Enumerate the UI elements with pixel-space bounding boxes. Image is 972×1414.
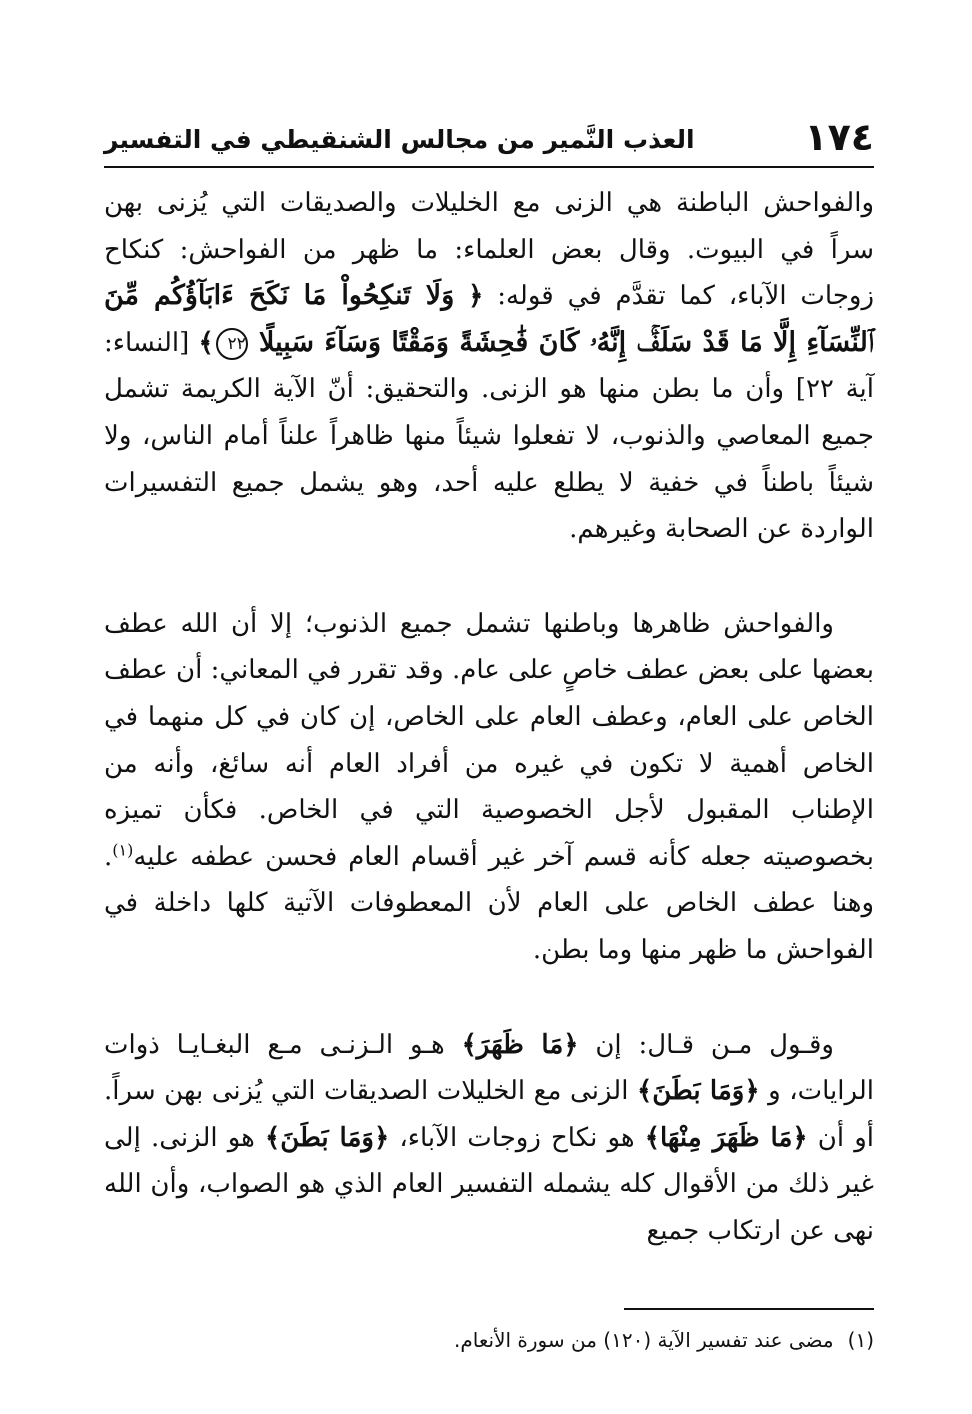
quran-quote-4: ﴿وَمَا بَطَنَ﴾ bbox=[265, 1122, 390, 1153]
paragraph-2-text-end: . وهنا عطف الخاص على العام لأن المعطوفات الآتية كلها داخلة في الفواحش ما ظهر منها وما بطن. bbox=[104, 841, 874, 965]
running-title: العذب النَّمير من مجالس الشنقيطي في التفسير bbox=[104, 125, 695, 154]
paragraph-3-text-4: هو نكاح زوجات الآباء، bbox=[389, 1122, 645, 1153]
paragraph-3 bbox=[104, 1022, 874, 1255]
paragraph-3-text-3: الزنى مع الخليلات الصديقات التي يُزنى بهن سراً. أو أن bbox=[104, 1076, 874, 1153]
page-number: ١٧٤ bbox=[804, 115, 874, 159]
paragraph-3-text-1: وقـول مـن قـال: إن bbox=[578, 1029, 834, 1060]
quran-bracket-open: ﴿ bbox=[468, 281, 484, 312]
footnote-divider bbox=[624, 1308, 874, 1310]
paragraph-1-text-end: [النساء: آية ٢٢] وأن ما بطن منها هو الزنى. والتحقيق: أنّ الآية الكريمة تشمل جميع المعاصي والذنوب، لا تفعلوا شيئاً منها ظاهراً علناً أمام الناس، ولا شيئاً باطناً في خفية لا يطلع عليه أحد، وهو يشمل جميع التفسيرات الواردة عن الصحابة وغيرهم. bbox=[104, 327, 875, 545]
paragraph-2 bbox=[104, 601, 874, 974]
ayah-number-marker: ٢٢ bbox=[216, 328, 248, 360]
footnote-marker: (١) bbox=[847, 1328, 874, 1352]
quran-quote-2: ﴿وَمَا بَطَنَ﴾ bbox=[636, 1076, 760, 1107]
quran-quote-3: ﴿مَا ظَهَرَ مِنْهَا﴾ bbox=[644, 1122, 808, 1153]
footnote-text: مضى عند تفسير الآية (١٢٠) من سورة الأنعام. bbox=[454, 1328, 834, 1352]
page-header bbox=[104, 108, 874, 164]
paragraph-3-text-5: هو الزنى. إلى غير ذلك من الأقوال كله يشمله التفسير العام الذي هو الصواب، وأن الله نهى عن ارتكاب جميع bbox=[104, 1122, 874, 1246]
paragraph-1 bbox=[104, 180, 874, 553]
header-divider bbox=[104, 166, 874, 168]
paragraph-2-text-start: والفواحش ظاهرها وباطنها تشمل جميع الذنوب؛ إلا أن الله عطف بعضها على بعض عطف خاصٍ على عام. وقد تقرر في المعاني: أن عطف الخاص على العام، وعطف العام على الخاص، إن كان في كل منهما في الخاص أهمية لا تكون في غيره من أفراد العام أنه سائغ، وأنه من الإطناب المقبول لأجل الخصوصية التي في الخاص. فكأن تميزه بخصوصيته جعله كأنه قسم آخر غير أقسام العام فحسن عطفه عليه bbox=[103, 608, 874, 872]
footnote bbox=[380, 1325, 874, 1355]
body-text bbox=[104, 180, 874, 1254]
footnote-reference: (١) bbox=[112, 840, 134, 860]
paragraph-3-text-2: هـو الـزنـى مـع البغـايـا ذوات الرايات، و bbox=[104, 1029, 875, 1107]
quran-bracket-close: ﴾ bbox=[198, 327, 214, 358]
quran-quote-1: ﴿مَا ظَهَرَ﴾ bbox=[461, 1029, 579, 1060]
quran-verse: وَلَا تَنكِحُواْ مَا نَكَحَ ءَابَآؤُكُم مِّنَ ٱلنِّسَآءِ إِلَّا مَا قَدْ سَلَفَۚ إِنَّهُۥ كَانَ فَٰحِشَةً وَمَقْتًا وَسَآءَ سَبِيلًا bbox=[104, 280, 874, 358]
paragraph-1-text-start: والفواحش الباطنة هي الزنى مع الخليلات والصديقات التي يُزنى بهن سراً في البيوت. وقال بعض العلماء: ما ظهر من الفواحش: كنكاح زوجات الآباء، كما تقدَّم في قوله: bbox=[104, 188, 875, 312]
